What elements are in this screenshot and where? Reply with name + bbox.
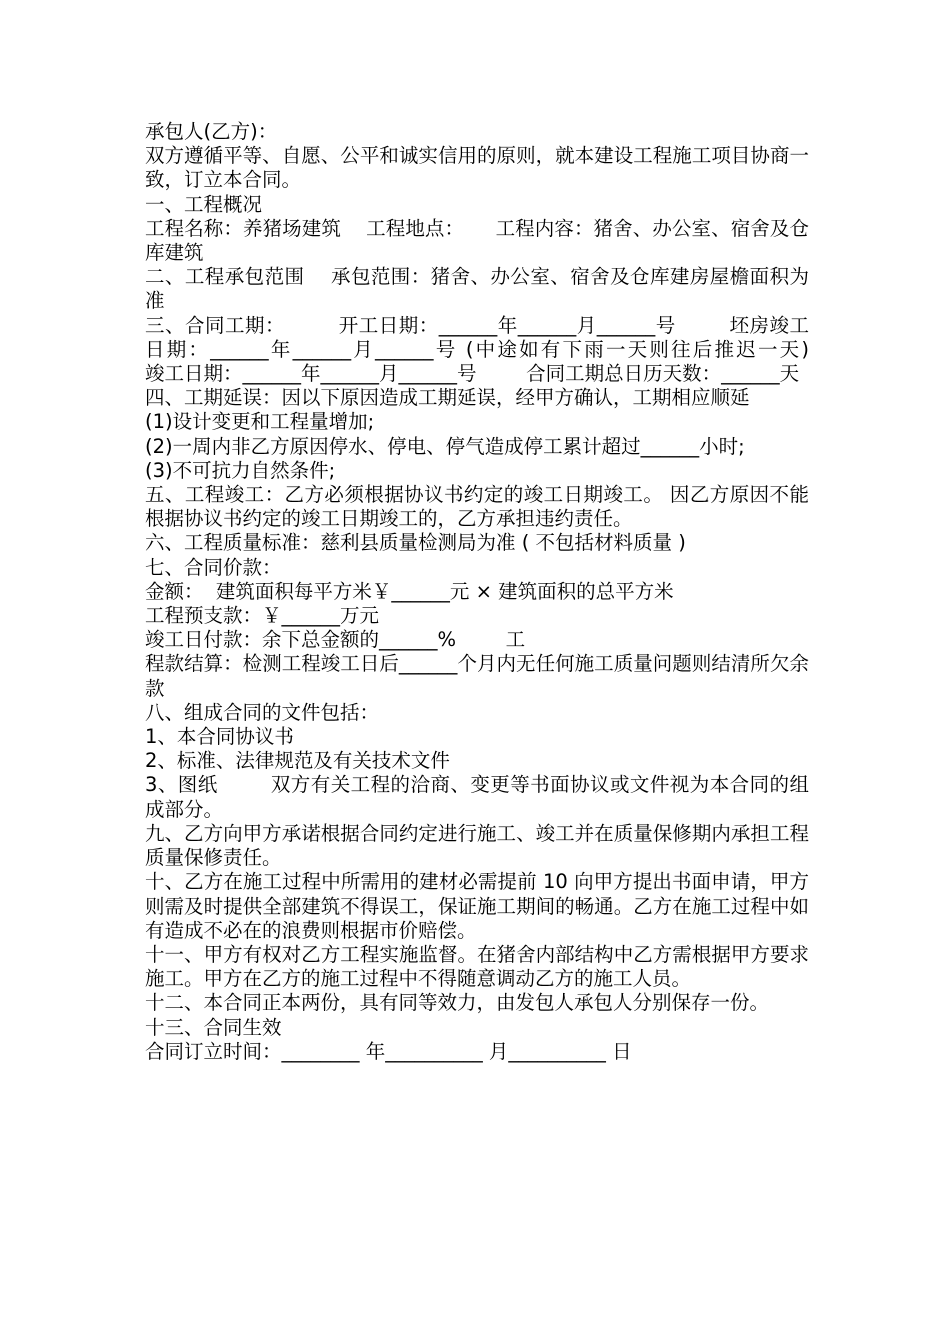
completion-payment-line: 竣工日付款：余下总金额的______% 工: [145, 628, 526, 652]
delay-clause-paragraph: 四、工期延误：因以下原因造成工期延误，经甲方确认，工期相应顺延: [145, 386, 750, 410]
preamble-paragraph: 双方遵循平等、自愿、公平和诚实信用的原则，就本建设工程施工项目协商一致，订立本合同。: [145, 144, 809, 192]
section-heading-contract-documents: 八、组成合同的文件包括：: [145, 700, 380, 724]
materials-clause-paragraph: 十、乙方在施工过程中所需用的建材必需提前 10 向甲方提出书面申请，甲方则需及时提供全部建筑不得误工，保证施工期间的畅通。乙方在施工过程中如有造成不必在的浪费则根据市价赔偿。: [145, 870, 809, 942]
advance-payment-line: 工程预支款：￥______万元: [145, 604, 380, 628]
settlement-paragraph: 程款结算：检测工程竣工日后______个月内无任何施工质量问题则结清所欠余款: [145, 652, 809, 700]
document-item-1: 1、本合同协议书: [145, 725, 294, 749]
section-heading-contract-price: 七、合同价款：: [145, 555, 282, 579]
copies-clause-paragraph: 十二、本合同正本两份，具有同等效力，由发包人承包人分别保存一份。: [145, 991, 770, 1015]
section-heading-effectiveness: 十三、合同生效: [145, 1015, 282, 1039]
contract-scope-paragraph: 二、工程承包范围 承包范围：猪舍、办公室、宿舍及仓库建房屋檐面积为准: [145, 265, 809, 313]
contract-schedule-paragraph: 三、合同工期： 开工日期：______年______月______号 坯房竣工日期：______年______月______号 (中途如有下雨一天则往后推迟一天) 竣工日期：______年______月______号 合同工期总日历天数：______天: [145, 313, 859, 386]
contractor-party-label: 承包人(乙方)：: [145, 120, 278, 143]
warranty-clause-paragraph: 九、乙方向甲方承诺根据合同约定进行施工、竣工并在质量保修期内承担工程质量保修责任。: [145, 821, 809, 870]
project-details-paragraph: 工程名称：养猪场建筑 工程地点： 工程内容：猪舍、办公室、宿舍及仓库建筑: [145, 216, 809, 265]
delay-item-3: (3)不可抗力自然条件;: [145, 458, 336, 482]
completion-clause-paragraph: 五、工程竣工：乙方必须根据协议书约定的竣工日期竣工。 因乙方原因不能根据协议书约定的竣工日期竣工的，乙方承担违约责任。: [145, 483, 809, 531]
contract-document: [145, 120, 859, 1064]
delay-item-2: (2)一周内非乙方原因停水、停电、停气造成停工累计超过______小时;: [145, 434, 745, 458]
supervision-clause-paragraph: 十一、甲方有权对乙方工程实施监督。在猪舍内部结构中乙方需根据甲方要求施工。甲方在乙方的施工过程中不得随意调动乙方的施工人员。: [145, 942, 809, 991]
section-heading-project-overview: 一、工程概况: [145, 192, 263, 216]
quality-standard-paragraph: 六、工程质量标准：慈利县质量检测局为准 ( 不包括材料质量 ): [145, 531, 686, 555]
delay-item-1: (1)设计变更和工程量增加;: [145, 410, 375, 434]
document-item-2: 2、标准、法律规范及有关技术文件: [145, 749, 450, 773]
signing-date-line: 合同订立时间：________ 年__________ 月__________ 日: [145, 1039, 632, 1063]
document-item-3: 3、图纸 双方有关工程的洽商、变更等书面协议或文件视为本合同的组成部分。: [145, 773, 809, 821]
price-amount-line: 金额： 建筑面积每平方米￥______元 × 建筑面积的总平方米: [145, 579, 674, 603]
